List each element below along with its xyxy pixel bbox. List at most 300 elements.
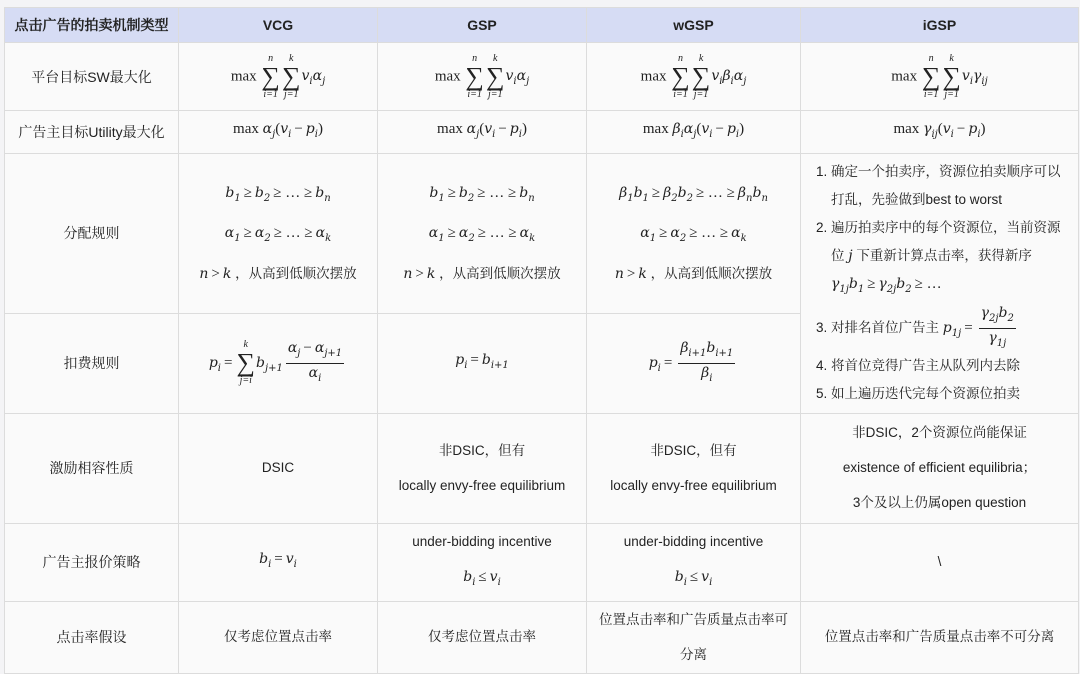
table-cell bbox=[378, 111, 587, 154]
fraction-numerator bbox=[286, 339, 344, 364]
cell-text: 遍历拍卖序中的每个资源位，当前资源位 bbox=[831, 220, 1061, 264]
table-cell bbox=[378, 413, 587, 523]
math-relation: ≥ bbox=[651, 184, 661, 201]
math-subscripted: $b_{i+1}$ bbox=[706, 340, 734, 359]
math-subscripted: $p_i$ bbox=[726, 121, 740, 140]
cell-line bbox=[187, 549, 369, 575]
math-subscripted: $\alpha_i$ bbox=[308, 364, 322, 384]
math-subscripted: $p_{1j}$ bbox=[942, 319, 962, 339]
math-subscript: n bbox=[528, 192, 535, 204]
math-subscript: i bbox=[977, 128, 981, 140]
table-cell bbox=[179, 111, 378, 154]
cell-text: 位置点击率和广告质量点击率可 bbox=[599, 611, 788, 627]
cell-line bbox=[386, 264, 578, 284]
math-subscripted: $v_i$ bbox=[505, 68, 517, 87]
math-subscript: 1j bbox=[839, 283, 849, 295]
cell-line bbox=[187, 627, 369, 647]
cell-line bbox=[386, 350, 578, 376]
fraction-numerator bbox=[979, 304, 1016, 329]
sum-lower-limit: j=1 bbox=[944, 88, 959, 100]
math-subscripted: $\beta_n$ bbox=[737, 184, 753, 204]
math-subscripted: $v_i$ bbox=[489, 568, 501, 588]
math-subscript: k bbox=[325, 233, 332, 245]
sum-upper-limit: k bbox=[492, 52, 498, 64]
sum-symbol bbox=[942, 54, 961, 100]
math-subscript: 2 bbox=[467, 192, 475, 204]
math-subscripted: $b_2$ bbox=[254, 184, 271, 204]
math-subscripted: $b_{i+1}$ bbox=[481, 352, 509, 372]
cell-text: under-bidding incentive bbox=[412, 533, 552, 549]
math-subscript: i bbox=[472, 576, 476, 588]
sum-lower-limit: j=1 bbox=[693, 88, 709, 100]
cell-text: 如上遍历迭代完每个资源位拍卖 bbox=[831, 386, 1020, 402]
math-subscripted: $\beta_i$ bbox=[701, 364, 713, 384]
math-subscript: i+1 bbox=[490, 360, 509, 372]
math-subscript: i bbox=[719, 75, 723, 87]
cell-text: ，从高到低顺次摆放 bbox=[646, 266, 773, 282]
math-subscripted: $\gamma_{ij}$ bbox=[923, 121, 938, 140]
sigma-glyph: ∑ bbox=[691, 61, 711, 91]
table-cell bbox=[587, 43, 801, 111]
cell-line bbox=[386, 627, 578, 647]
cell-text: ，从高到低顺次摆放 bbox=[435, 266, 561, 282]
table-row bbox=[5, 153, 1079, 313]
math-subscripted: $v_i$ bbox=[942, 121, 954, 140]
cell-line bbox=[809, 627, 1070, 647]
cell-line bbox=[595, 183, 792, 209]
cell-text: 非DSIC，但有 bbox=[650, 442, 737, 458]
math-subscript: i bbox=[657, 362, 661, 374]
cell-text: 对排名首位广告主 bbox=[831, 319, 943, 335]
fraction bbox=[678, 339, 735, 388]
math-var: n bbox=[614, 266, 624, 283]
math-subscript: i bbox=[735, 128, 740, 140]
sum-upper-limit: k bbox=[698, 52, 704, 64]
table-cell bbox=[587, 601, 801, 673]
math-relation: ≥ … ≥ bbox=[477, 184, 517, 201]
math-operator: ( bbox=[696, 121, 702, 137]
table-row bbox=[5, 601, 1079, 673]
math-subscript: 1 bbox=[234, 192, 241, 204]
math-subscripted: $\alpha_j$ bbox=[466, 121, 480, 140]
math-subscripted: $b_i$ bbox=[674, 568, 687, 588]
math-operator: max bbox=[893, 121, 924, 137]
math-subscripted: $\alpha_2$ bbox=[670, 225, 687, 245]
math-subscript: i bbox=[492, 128, 496, 140]
math-subscripted: $v_i$ bbox=[285, 551, 297, 571]
cell-line bbox=[595, 645, 792, 665]
cell-line bbox=[595, 567, 792, 593]
cell-line bbox=[809, 54, 1070, 100]
column-header-igsp: iGSP bbox=[801, 8, 1079, 43]
math-subscript: k bbox=[740, 233, 747, 245]
sigma-glyph: ∑ bbox=[485, 61, 505, 91]
cell-line bbox=[809, 493, 1070, 513]
cell-text: 分离 bbox=[680, 646, 707, 662]
cell-line bbox=[386, 476, 578, 496]
math-subscript: i bbox=[464, 360, 468, 372]
header-row bbox=[5, 8, 1079, 43]
math-subscripted: $v_i$ bbox=[961, 68, 974, 87]
cell-line bbox=[595, 610, 792, 630]
math-var: k bbox=[638, 266, 647, 283]
sum-lower-limit: i=1 bbox=[673, 88, 688, 100]
math-subscripted: $p_i$ bbox=[455, 352, 468, 372]
cell-text: DSIC bbox=[261, 460, 295, 476]
math-relation: ≥ bbox=[447, 184, 456, 201]
math-relation: ≥ … ≥ bbox=[273, 184, 313, 201]
math-subscript: i bbox=[730, 75, 734, 87]
auction-mechanism-comparison-table bbox=[4, 7, 1079, 674]
math-subscripted: $v_i$ bbox=[484, 121, 496, 140]
math-relation: ≥ … ≥ bbox=[689, 225, 729, 242]
math-subscript: j bbox=[743, 75, 747, 87]
cell-line bbox=[187, 223, 369, 249]
sum-symbol bbox=[671, 54, 690, 100]
cell-text: ，从高到低顺次摆放 bbox=[231, 266, 357, 282]
table-cell bbox=[587, 523, 801, 601]
sum-symbol bbox=[922, 54, 941, 100]
math-subscripted: $\beta_{i+1}$ bbox=[680, 340, 707, 359]
sum-upper-limit: k bbox=[288, 52, 294, 64]
sum-upper-limit: k bbox=[949, 52, 954, 64]
sum-upper-limit: n bbox=[268, 52, 274, 64]
column-header-wgsp: wGSP bbox=[587, 8, 801, 43]
sigma-glyph: ∑ bbox=[236, 348, 255, 378]
cell-text: 仅考虑位置点击率 bbox=[224, 629, 332, 645]
sum-symbol bbox=[261, 54, 280, 100]
math-subscripted: $b_n$ bbox=[752, 184, 768, 204]
math-subscript: 2 bbox=[679, 233, 687, 245]
math-relation: = bbox=[663, 354, 673, 371]
cell-text: 确定一个拍卖序，资源位拍卖顺序可以打乱，先验做到best to worst bbox=[831, 164, 1061, 208]
cell-line bbox=[809, 458, 1070, 478]
cell-line bbox=[595, 119, 792, 145]
igsp-rules-list bbox=[809, 158, 1070, 408]
table-cell bbox=[179, 523, 378, 601]
math-subscripted: $\alpha_j$ bbox=[262, 121, 276, 140]
math-subscripted: $b_1$ bbox=[225, 184, 241, 204]
cell-text: \ bbox=[937, 554, 942, 570]
math-subscripted: $b_1$ bbox=[633, 184, 649, 204]
math-subscript: 1 bbox=[627, 192, 634, 204]
math-subscript: 2 bbox=[905, 283, 912, 295]
math-subscripted: $p_i$ bbox=[208, 354, 221, 374]
sum-lower-limit: i=1 bbox=[263, 88, 278, 100]
math-subscripted: $\gamma_{1j}$ bbox=[831, 276, 849, 295]
math-var: k bbox=[426, 266, 436, 283]
math-operator: max bbox=[233, 121, 263, 137]
row-label: 分配规则 bbox=[5, 153, 179, 313]
math-subscript: 1 bbox=[857, 283, 865, 295]
math-subscripted: $b_2$ bbox=[998, 304, 1014, 324]
math-subscripted: $b_2$ bbox=[896, 276, 912, 295]
table-cell bbox=[179, 313, 378, 413]
math-subscript: i bbox=[683, 576, 687, 588]
table-cell bbox=[801, 601, 1079, 673]
math-subscripted: $\alpha_{j+1}$ bbox=[314, 340, 343, 359]
cell-text: existence of efficient equilibria； bbox=[842, 460, 1037, 476]
math-subscript: 2j bbox=[886, 283, 897, 295]
row-label: 点击率假设 bbox=[5, 601, 179, 673]
cell-line bbox=[809, 552, 1070, 572]
cell-line bbox=[809, 423, 1070, 443]
sum-upper-limit: n bbox=[928, 52, 934, 64]
math-var: n bbox=[403, 266, 413, 283]
math-relation: ≥ … bbox=[914, 276, 942, 293]
math-relation: ≥ … ≥ bbox=[477, 225, 517, 242]
math-subscripted: $b_1$ bbox=[429, 184, 445, 204]
column-header-vcg: VCG bbox=[179, 8, 378, 43]
math-relation: ≥ bbox=[243, 225, 252, 242]
math-subscript: 1j bbox=[996, 337, 1007, 349]
math-subscripted: $\gamma_{2j}$ bbox=[980, 304, 999, 324]
sigma-glyph: ∑ bbox=[942, 61, 961, 91]
math-subscript: j+1 bbox=[324, 347, 343, 359]
math-subscript: i bbox=[709, 576, 713, 588]
table-cell bbox=[801, 523, 1079, 601]
row-label: 激励相容性质 bbox=[5, 413, 179, 523]
math-relation: > bbox=[415, 266, 424, 283]
math-subscripted: $b_1$ bbox=[848, 276, 865, 295]
cell-line bbox=[386, 183, 578, 209]
sigma-glyph: ∑ bbox=[671, 61, 690, 91]
table-cell bbox=[378, 43, 587, 111]
math-subscripted: $\alpha_j$ bbox=[516, 68, 530, 87]
math-relation: − bbox=[303, 340, 312, 356]
math-subscripted: $b_n$ bbox=[519, 184, 535, 204]
math-subscript: 1 bbox=[234, 233, 241, 245]
math-subscripted: $\alpha_k$ bbox=[731, 225, 747, 245]
column-header-mechanism-type: 点击广告的拍卖机制类型 bbox=[5, 8, 179, 43]
fraction bbox=[979, 304, 1016, 353]
math-subscripted: $v_i$ bbox=[701, 568, 713, 588]
table-cell bbox=[801, 413, 1079, 523]
fraction-denominator bbox=[309, 364, 322, 388]
math-subscript: i bbox=[513, 75, 517, 87]
cell-text: 仅考虑位置点击率 bbox=[428, 629, 536, 645]
math-subscripted: $v_i$ bbox=[701, 121, 713, 140]
math-subscript: 2 bbox=[671, 192, 678, 204]
math-subscripted: $b_i$ bbox=[463, 568, 476, 588]
math-relation: ≥ bbox=[447, 225, 456, 242]
math-subscript: i bbox=[709, 372, 713, 384]
math-relation: − bbox=[294, 121, 303, 137]
fraction bbox=[286, 339, 344, 388]
math-relation: = bbox=[274, 551, 283, 568]
math-subscripted: $p_i$ bbox=[305, 121, 318, 140]
math-subscript: i bbox=[288, 128, 292, 140]
math-relation: = bbox=[223, 354, 233, 371]
math-subscripted: $\gamma_{1j}$ bbox=[988, 329, 1007, 349]
math-subscripted: $\beta_i$ bbox=[722, 68, 734, 87]
math-subscript: i bbox=[518, 128, 522, 140]
math-subscript: i bbox=[497, 576, 501, 588]
sigma-glyph: ∑ bbox=[921, 61, 941, 91]
sum-lower-limit: i=1 bbox=[923, 88, 939, 100]
cell-line bbox=[386, 567, 578, 593]
math-relation: > bbox=[211, 266, 220, 283]
math-operator: max bbox=[642, 121, 673, 137]
math-relation: ≥ bbox=[867, 276, 876, 293]
math-relation: ≥ bbox=[659, 225, 668, 242]
math-subscript: j bbox=[272, 128, 276, 140]
math-operator: max bbox=[230, 68, 261, 85]
math-subscript: n bbox=[761, 192, 768, 204]
math-relation: ≥ … ≥ bbox=[695, 184, 735, 201]
math-subscript: i bbox=[309, 75, 313, 87]
math-relation: ≤ bbox=[478, 568, 487, 585]
table-cell bbox=[801, 111, 1079, 154]
math-subscripted: $\alpha_j$ bbox=[287, 340, 301, 359]
fraction-numerator bbox=[678, 339, 735, 364]
table-row bbox=[5, 413, 1079, 523]
math-operator: ( bbox=[479, 121, 485, 137]
cell-line bbox=[595, 441, 792, 461]
sum-symbol bbox=[236, 340, 255, 386]
math-operator: max bbox=[434, 68, 465, 85]
table-cell bbox=[179, 413, 378, 523]
sum-symbol bbox=[692, 54, 711, 100]
math-subscript: j bbox=[476, 128, 480, 140]
cell-text: 下重新计算点击率，获得新序 bbox=[852, 248, 1032, 264]
cell-text: locally envy-free equilibrium bbox=[610, 477, 777, 493]
cell-line bbox=[386, 54, 578, 100]
math-subscripted: $\alpha_1$ bbox=[640, 225, 657, 245]
fraction-denominator bbox=[988, 329, 1006, 353]
cell-line bbox=[595, 223, 792, 249]
math-subscript: 1 bbox=[642, 192, 649, 204]
igsp-rule-item bbox=[831, 214, 1070, 304]
sum-upper-limit: n bbox=[678, 52, 683, 64]
math-relation: ≥ bbox=[243, 184, 252, 201]
math-var: n bbox=[199, 266, 209, 283]
row-label: 广告主目标Utility最大化 bbox=[5, 111, 179, 154]
math-subscript: ij bbox=[931, 128, 938, 140]
math-subscript: i+1 bbox=[688, 347, 707, 359]
table-cell bbox=[587, 111, 801, 154]
cell-line bbox=[595, 476, 792, 496]
math-subscript: i bbox=[969, 75, 974, 87]
table-cell bbox=[587, 153, 801, 313]
math-operator: ) bbox=[521, 121, 527, 137]
igsp-rule-item bbox=[831, 158, 1070, 214]
cell-line bbox=[595, 264, 792, 284]
math-operator: ) bbox=[317, 121, 323, 137]
math-subscript: 1 bbox=[438, 192, 445, 204]
row-label: 平台目标SW最大化 bbox=[5, 43, 179, 111]
math-subscript: i bbox=[314, 128, 318, 140]
math-operator: ( bbox=[275, 121, 281, 137]
math-subscripted: $b_2$ bbox=[677, 184, 693, 204]
math-subscript: 2 bbox=[686, 192, 693, 204]
math-subscripted: $b_2$ bbox=[458, 184, 475, 204]
cell-text: 3个及以上仍属open question bbox=[852, 495, 1027, 511]
column-header-gsp: GSP bbox=[378, 8, 587, 43]
math-operator: ) bbox=[980, 121, 986, 137]
cell-line bbox=[187, 183, 369, 209]
math-operator: ) bbox=[739, 121, 745, 137]
math-subscripted: $\alpha_j$ bbox=[733, 68, 747, 87]
cell-line bbox=[187, 54, 369, 100]
cell-line bbox=[386, 532, 578, 552]
table-cell bbox=[378, 153, 587, 313]
math-subscript: 1 bbox=[438, 233, 445, 245]
math-subscript: j bbox=[693, 128, 697, 140]
math-subscripted: $b_n$ bbox=[315, 184, 331, 204]
math-subscripted: $\alpha_j$ bbox=[683, 121, 697, 140]
cell-text: 将首位竞得广告主从队列内去除 bbox=[831, 358, 1020, 374]
math-subscripted: $\alpha_1$ bbox=[224, 225, 241, 245]
math-subscript: i bbox=[318, 372, 322, 384]
table-row bbox=[5, 523, 1079, 601]
math-relation: > bbox=[626, 266, 636, 283]
table-cell bbox=[378, 313, 587, 413]
math-subscripted: $\gamma_{2j}$ bbox=[878, 276, 897, 295]
math-subscript: k bbox=[529, 233, 536, 245]
math-subscripted: $\beta_1$ bbox=[619, 184, 634, 204]
cell-line bbox=[595, 339, 792, 388]
math-subscripted: $\alpha_1$ bbox=[428, 225, 445, 245]
math-subscript: n bbox=[746, 192, 753, 204]
igsp-rule-item bbox=[831, 352, 1070, 380]
table-cell bbox=[587, 413, 801, 523]
sum-lower-limit: j=i bbox=[239, 375, 252, 387]
math-subscript: 2j bbox=[989, 312, 999, 324]
sum-lower-limit: j=1 bbox=[283, 88, 299, 100]
math-subscript: 2 bbox=[263, 192, 271, 204]
sum-symbol bbox=[282, 54, 301, 100]
sum-symbol bbox=[465, 54, 484, 100]
table-cell bbox=[179, 601, 378, 673]
math-relation: ≥ … ≥ bbox=[273, 225, 313, 242]
sigma-glyph: ∑ bbox=[465, 61, 484, 91]
math-relation: − bbox=[498, 121, 507, 137]
table-cell bbox=[179, 43, 378, 111]
igsp-rule-item bbox=[831, 304, 1070, 353]
math-subscript: 2 bbox=[264, 233, 271, 245]
math-subscript: 1j bbox=[951, 327, 962, 339]
math-subscript: i bbox=[293, 559, 297, 571]
table-cell bbox=[587, 313, 801, 413]
cell-text: 非DSIC，2个资源位尚能保证 bbox=[852, 425, 1027, 441]
math-subscripted: $\alpha_k$ bbox=[315, 225, 332, 245]
math-subscript: j bbox=[322, 75, 326, 87]
math-operator: ( bbox=[937, 121, 943, 137]
math-subscript: j+1 bbox=[264, 362, 283, 374]
math-subscript: n bbox=[324, 192, 331, 204]
cell-line bbox=[187, 264, 369, 284]
math-subscript: ij bbox=[981, 75, 988, 87]
math-operator: max bbox=[891, 68, 921, 85]
math-subscript: i bbox=[217, 362, 221, 374]
cell-line bbox=[187, 339, 369, 388]
table-cell bbox=[378, 601, 587, 673]
math-subscripted: $p_i$ bbox=[648, 354, 661, 374]
math-subscript: i bbox=[268, 559, 272, 571]
math-operator: max bbox=[640, 68, 671, 85]
table-cell bbox=[801, 43, 1079, 111]
math-subscripted: $\beta_2$ bbox=[663, 184, 678, 204]
table-cell bbox=[378, 523, 587, 601]
sum-upper-limit: k bbox=[243, 339, 248, 351]
math-subscripted: $\beta_i$ bbox=[672, 121, 684, 140]
math-subscripted: $\alpha_k$ bbox=[519, 225, 536, 245]
sum-upper-limit: n bbox=[472, 52, 478, 64]
cell-line bbox=[595, 54, 792, 100]
igsp-rules-cell bbox=[801, 153, 1079, 413]
cell-line bbox=[809, 119, 1070, 145]
